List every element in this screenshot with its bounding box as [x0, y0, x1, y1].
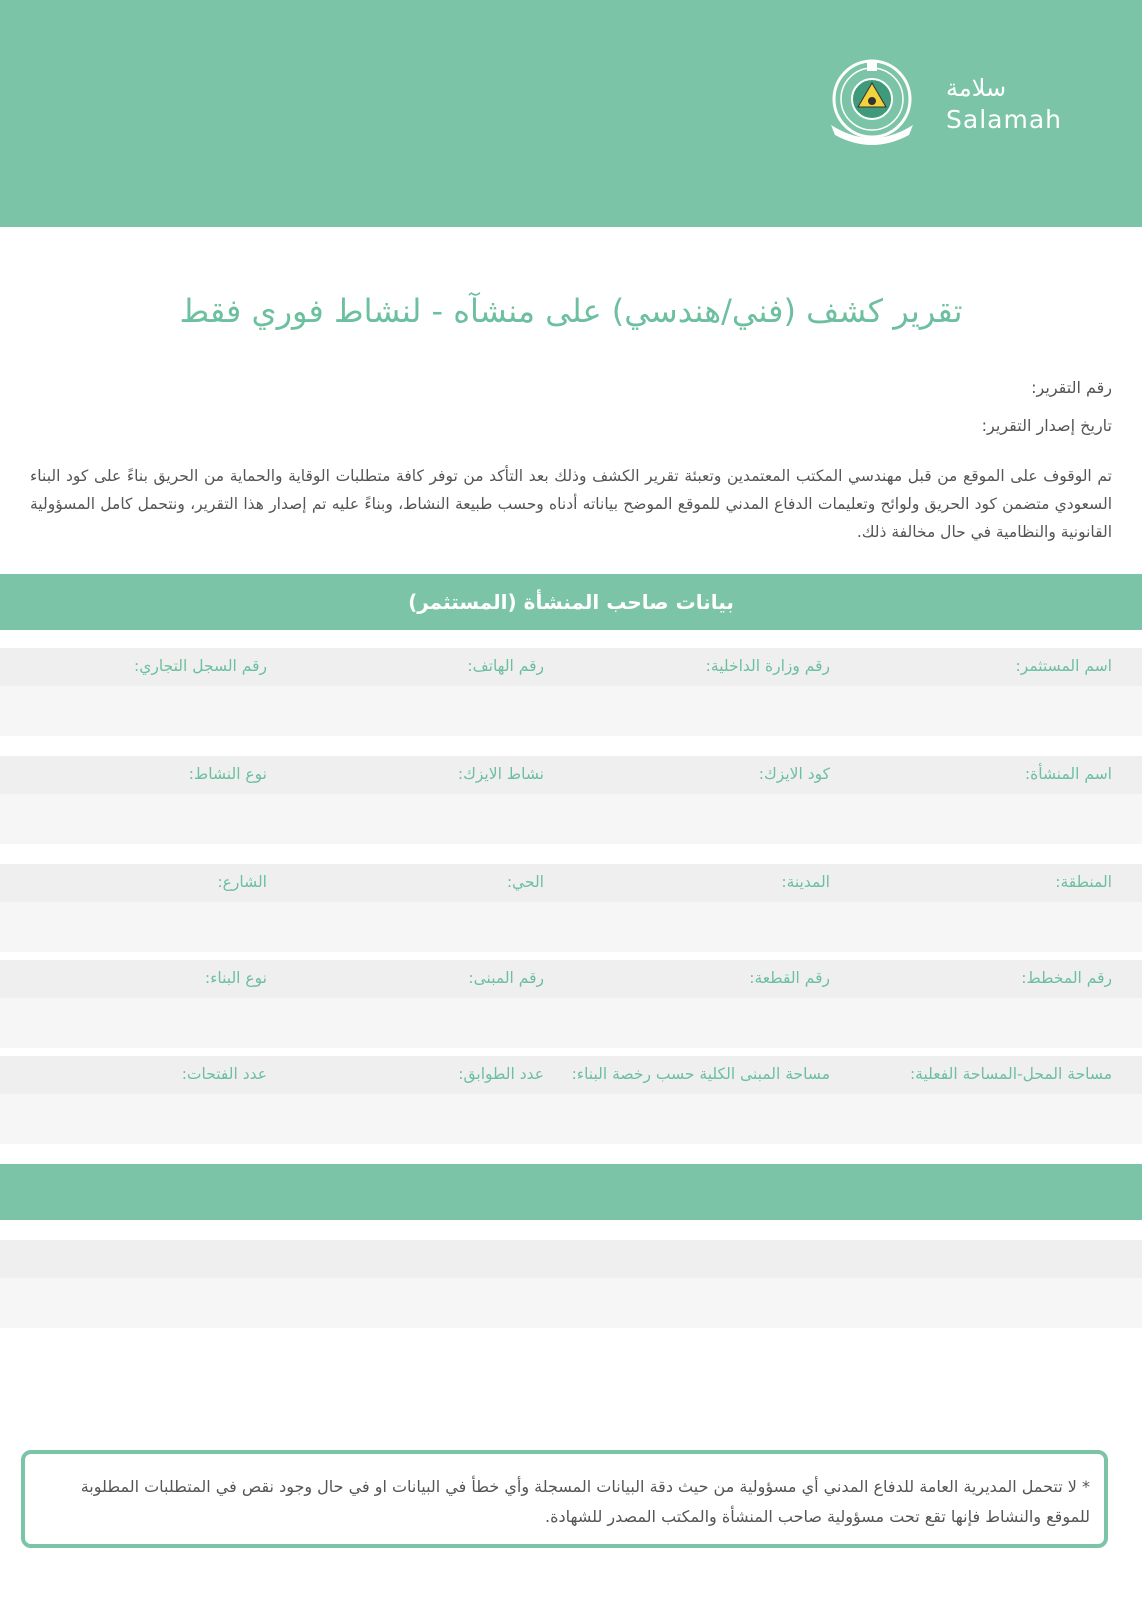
field-value-row — [0, 1094, 1142, 1144]
field-value-row — [0, 686, 1142, 736]
report-title: تقرير كشف (فني/هندسي) على منشآه - لنشاط فوري فقط — [179, 292, 963, 330]
field-label: رقم المبنى: — [468, 969, 544, 987]
report-intro-paragraph: تم الوقوف على الموقع من قبل مهندسي المكتب المعتمدين وتعبئة تقرير الكشف وذلك بعد التأكد من توفر كافة متطلبات الوقاية والحماية من الحريق بناءً على كود البناء السعودي متضمن كود الحريق ولوائح وتعليمات الدفاع المدني للموقع الموضح بياناته أدناه وحسب طبيعة النشاط، وبناءً عليه تم إصدار هذا التقرير، ونتحمل كامل المسؤولية القانونية والنظامية في حال مخالفة ذلك. — [30, 467, 1112, 541]
field-value-row — [0, 1278, 1142, 1328]
field-label-row — [0, 756, 1142, 794]
field-value-row — [0, 998, 1142, 1048]
field-label: اسم المنشأة: — [1024, 765, 1112, 783]
field-label: رقم المخطط: — [1021, 969, 1112, 987]
field-label: نشاط الايزك: — [457, 765, 544, 783]
field-label: نوع البناء: — [204, 969, 267, 987]
field-label: المدينة: — [781, 873, 830, 891]
owner-section-header: بيانات صاحب المنشأة (المستثمر) — [0, 574, 1142, 630]
field-label: الشارع: — [217, 873, 267, 891]
report-number-label: رقم التقرير: — [1031, 378, 1112, 397]
brand-english: Salamah — [946, 105, 1062, 134]
field-label-row — [0, 648, 1142, 686]
brand-arabic: سلامة — [946, 74, 1007, 102]
field-value-row — [0, 794, 1142, 844]
field-label: رقم وزارة الداخلية: — [705, 657, 830, 675]
field-value-row — [0, 902, 1142, 952]
field-label: الحي: — [506, 873, 544, 891]
field-label-row — [0, 1056, 1142, 1094]
field-label: كود الايزك: — [758, 765, 830, 783]
field-label: نوع النشاط: — [188, 765, 267, 783]
civil-defense-emblem-icon — [825, 55, 919, 145]
brand-wordmark — [946, 72, 1062, 136]
field-label: عدد الفتحات: — [181, 1065, 267, 1083]
second-section-header — [0, 1164, 1142, 1220]
field-label: المنطقة: — [1055, 873, 1112, 891]
field-label: اسم المستثمر: — [1015, 657, 1112, 675]
header-banner — [0, 0, 1142, 227]
field-label: عدد الطوابق: — [458, 1065, 544, 1083]
field-label-row — [0, 864, 1142, 902]
field-label: مساحة المحل-المساحة الفعلية: — [909, 1065, 1112, 1083]
field-label: رقم السجل التجاري: — [134, 657, 267, 675]
field-label: رقم الهاتف: — [467, 657, 544, 675]
disclaimer-notice: * لا تتحمل المديرية العامة للدفاع المدني أي مسؤولية من حيث دقة البيانات المسجلة وأي خطأ في البيانات او في حال وجود نقص في المتطلبات المطلوبة للموقع والنشاط فإنها تقع تحت مسؤولية صاحب المنشأة والمكتب المصدر للشهادة. — [21, 1450, 1108, 1548]
field-label: رقم القطعة: — [749, 969, 830, 987]
field-label-row — [0, 960, 1142, 998]
field-label: مساحة المبنى الكلية حسب رخصة البناء: — [571, 1065, 830, 1083]
report-issue-date-label: تاريخ إصدار التقرير: — [981, 416, 1112, 435]
field-label-row — [0, 1240, 1142, 1278]
